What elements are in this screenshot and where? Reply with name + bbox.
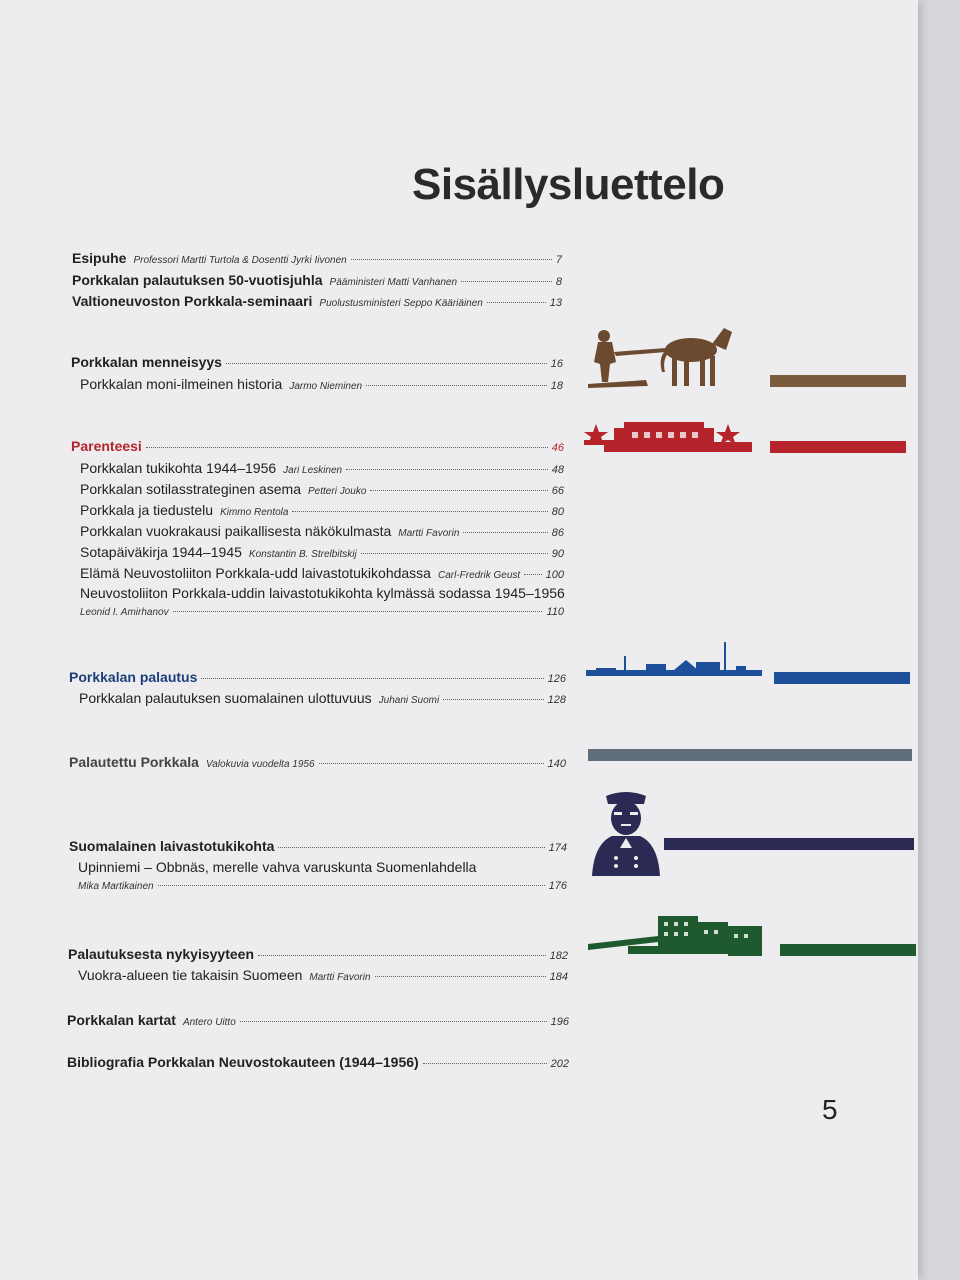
section-heading-palautettu: Palautettu Porkkala Valokuvia vuodelta 1956 140 [69,754,566,770]
toc-entry: Porkkala ja tiedustelu Kimmo Rentola 80 [80,502,564,518]
section-heading-parenteesi: Parenteesi 46 [71,438,564,454]
sailor-portrait-illustration [588,786,664,880]
page-number: 5 [822,1094,838,1125]
toc-entry: Porkkalan palautuksen suomalainen ulottuvuus Juhani Suomi 128 [79,690,566,706]
toc-entry: Porkkalan moni-ilmeinen historia Jarmo Nieminen 18 [80,376,563,392]
section-color-bar [774,672,910,684]
toc-entry-seminar: Valtioneuvoston Porkkala-seminaari Puolustusministeri Seppo Kääriäinen 13 [72,293,562,309]
toc-entry-anniversary: Porkkalan palautuksen 50-vuotisjuhla Pääministeri Matti Vanhanen 8 [72,272,562,288]
toc-entry-foreword: Esipuhe Professori Martti Turtola & Dosentti Jyrki Iivonen 7 [72,250,562,266]
toc-entry: Porkkalan sotilasstrateginen asema Petteri Jouko 66 [80,481,564,497]
section-color-bar [588,749,912,761]
harbour-scene-illustration [586,640,762,686]
toc-entry: Vuokra-alueen tie takaisin Suomeen Martti Favorin 184 [78,967,568,983]
soviet-building-illustration [584,414,754,458]
modern-buildings-illustration [588,908,766,962]
section-color-bar [664,838,914,850]
section-heading-menneisyys: Porkkalan menneisyys 16 [71,354,563,370]
section-heading-kartat: Porkkalan kartat Antero Uitto 196 [67,1012,569,1028]
toc-entry: Sotapäiväkirja 1944–1945 Konstantin B. Strelbitskij 90 [80,544,564,560]
toc-entry: Porkkalan tukikohta 1944–1956 Jari Leskinen 48 [80,460,564,476]
toc-entry: Porkkalan vuokrakausi paikallisesta näkökulmasta Martti Favorin 86 [80,523,564,539]
toc-entry-title-line: Upinniemi – Obbnäs, merelle vahva varuskunta Suomenlahdella [78,859,477,875]
toc-entry: Elämä Neuvostoliiton Porkkala-udd laivastotukikohdassa Carl-Fredrik Geust 100 [80,565,564,581]
section-heading-bibliografia: Bibliografia Porkkalan Neuvostokauteen (1944–1956) 202 [67,1054,569,1070]
section-color-bar [770,441,906,453]
horse-plough-illustration [586,322,736,390]
toc-entry-title-line: Neuvostoliiton Porkkala-uddin laivastotukikohta kylmässä sodassa 1945–1956 [80,585,565,601]
toc-entry-author-line: Leonid I. Amirhanov 110 [80,606,564,618]
section-color-bar [780,944,916,956]
section-heading-nykyisyyteen: Palautuksesta nykyisyyteen 182 [68,946,568,962]
toc-entry-author-line: Mika Martikainen 176 [78,880,567,892]
page-title: Sisällysluettelo [412,160,725,209]
section-heading-palautus: Porkkalan palautus 126 [69,669,566,685]
section-heading-laivastotukikohta: Suomalainen laivastotukikohta 174 [69,838,567,854]
section-color-bar [770,375,906,387]
